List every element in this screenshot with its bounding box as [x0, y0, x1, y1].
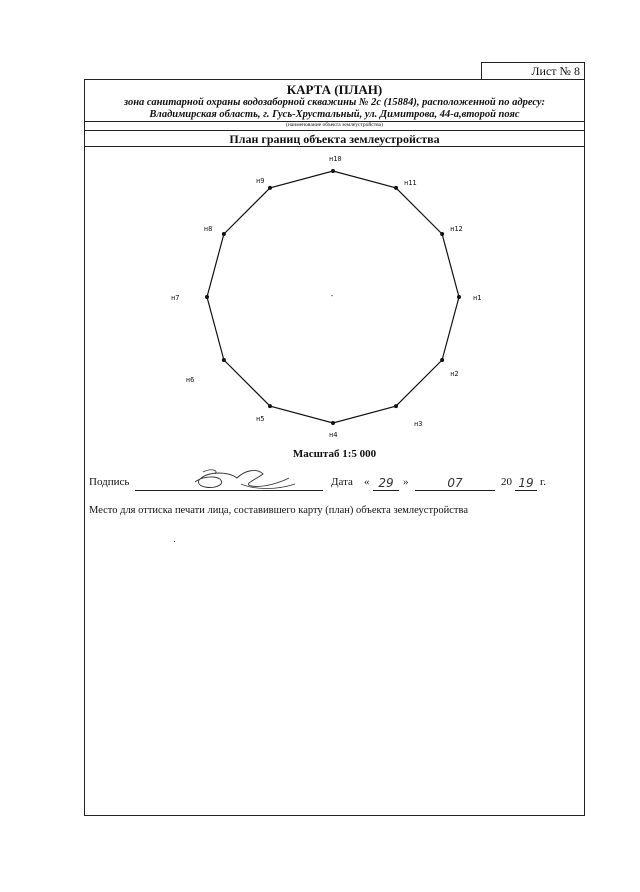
vertex-point: [440, 358, 444, 362]
vertex-point: [394, 404, 398, 408]
plan-heading: План границ объекта землеустройства: [229, 132, 440, 146]
open-quote: «: [364, 476, 370, 488]
vertex-point: [268, 186, 272, 190]
vertex-label: н12: [450, 225, 463, 233]
map-scale: Масштаб 1:5 000: [292, 448, 377, 460]
date-month: 07: [415, 476, 495, 491]
vertex-point: [268, 404, 272, 408]
object-caption: (наименование объекта землеустройства): [286, 122, 383, 128]
vertex-label: н9: [256, 176, 265, 185]
vertex-label: н5: [256, 415, 265, 424]
signature-line: [135, 476, 323, 491]
date-year: 19: [515, 476, 537, 491]
signature-row: [89, 476, 579, 494]
vertex-point: [222, 232, 226, 236]
scan-speck: [174, 541, 175, 542]
object-description-line1: зона санитарной охраны водозаборной скважины № 2с (15884), расположенной по адресу:: [124, 97, 545, 108]
vertex-point: [331, 169, 335, 173]
object-description-line2: Владимирская область, г. Гусь-Хрустальный, ул. Димитрова, 44-а,второй пояс: [149, 109, 520, 120]
vertex-point: [394, 186, 398, 190]
center-mark: -: [330, 292, 335, 300]
vertex-point: [457, 295, 461, 299]
vertex-label: н6: [185, 376, 195, 384]
date-day: 29: [373, 476, 399, 491]
document-title: КАРТА (ПЛАН): [286, 82, 383, 97]
vertex-label: н1: [473, 294, 482, 302]
vertex-point: [205, 295, 209, 299]
vertex-point: [331, 421, 335, 425]
map-frame: [84, 79, 585, 816]
signature-label: Подпись: [89, 476, 130, 488]
stamp-place-label: Место для оттиска печати лица, составившего карту (план) объекта землеустройства: [89, 505, 469, 516]
vertex-point: [222, 358, 226, 362]
year-unit: г.: [540, 476, 547, 488]
vertex-point: [440, 232, 444, 236]
vertex-label: н8: [203, 225, 213, 233]
year-prefix: 20: [501, 476, 512, 488]
sheet-number: Лист № 8: [481, 62, 585, 79]
vertex-label: н10: [329, 155, 342, 163]
handwritten-signature: [185, 464, 305, 490]
vertex-label: н7: [171, 294, 180, 302]
vertex-label: н11: [404, 178, 417, 187]
close-quote: »: [403, 476, 409, 488]
vertex-label: н2: [450, 370, 459, 378]
vertex-label: н4: [329, 431, 338, 439]
boundary-plan: [85, 80, 586, 450]
date-label: Дата: [331, 476, 353, 488]
vertex-label: н3: [414, 420, 423, 429]
